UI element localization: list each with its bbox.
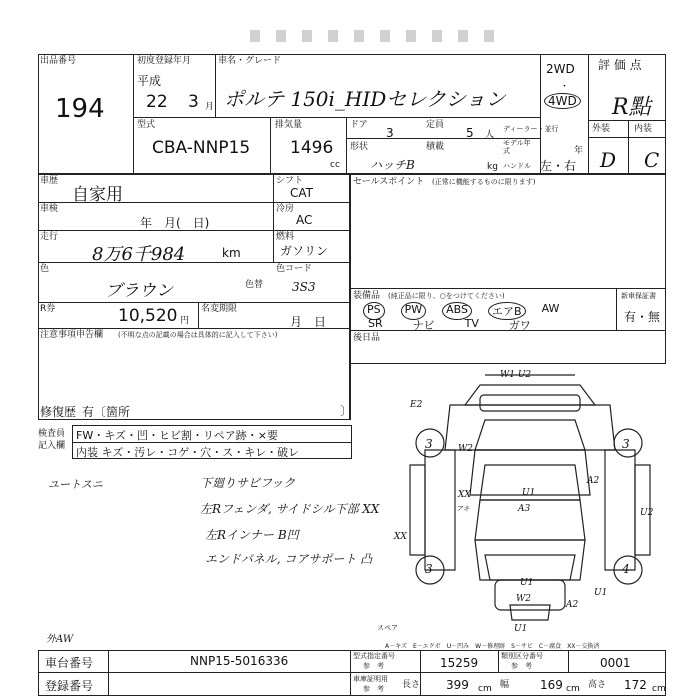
car-name-label: 車名・グレード (218, 56, 282, 66)
mark-8: アキ (456, 505, 470, 513)
inspector-row1: FW・キズ・凹・ヒビ割・リペア跡・×要 (76, 429, 278, 442)
ac: AC (296, 213, 313, 227)
sales-point-sub: (正常に機能するものに限ります) (432, 178, 536, 186)
exterior-grade: D (600, 148, 617, 172)
history-label: 車歴 (40, 176, 59, 186)
width-label: 幅 (500, 680, 510, 690)
type-no-label: 型式指定番号 (353, 652, 395, 660)
repair-value: 有〔箇所 (82, 405, 131, 419)
reg-month: 3 (188, 92, 199, 112)
equipment-row2 (368, 317, 608, 333)
info-grid (38, 174, 353, 420)
mark-7: XX (458, 490, 471, 500)
displacement: 1496 (290, 138, 334, 158)
equip-sr: SR (368, 317, 383, 330)
interior-grade: C (644, 148, 660, 172)
chassis: NNP15-5016336 (190, 654, 289, 668)
length: 399 (446, 678, 469, 692)
repair-label: 修復歴 (40, 405, 77, 419)
month-unit: 月 (205, 102, 215, 112)
lot-label: 出品番号 (40, 56, 77, 66)
mark-18: U1 (514, 624, 528, 634)
height-label: 高さ (588, 680, 607, 690)
transfer-value: 月 日 (290, 315, 327, 329)
inspector-label-2: 記入欄 (38, 441, 66, 451)
color-code: 3S3 (292, 280, 316, 294)
r-value: 10,520 (118, 306, 178, 326)
width: 169 (540, 678, 563, 692)
type-no: 15259 (440, 656, 479, 670)
notes-sub: (不明な点の記載の場合は具体的に記入して下さい) (118, 331, 278, 339)
length-label: 長さ (402, 680, 421, 690)
reg-year: 22 (146, 92, 168, 112)
equip-ps: PS (363, 302, 385, 320)
first-reg-label: 初度登録年月 (137, 56, 192, 66)
lot-number: 194 (55, 94, 105, 124)
fuel-label: 燃料 (276, 232, 295, 242)
color-code-label: 色コード (276, 264, 313, 274)
equip-navi: ナビ (412, 319, 435, 332)
ref-3: 参 考 (363, 685, 384, 693)
category-label: 類別区分番号 (501, 652, 543, 660)
year-unit: 年 (574, 146, 584, 156)
notes-label: 注意事項申告欄 (40, 330, 104, 340)
mark-17: U1 (594, 588, 608, 598)
era: 平成 (137, 74, 162, 88)
r-label: R券 (40, 304, 56, 314)
km-unit: km (222, 246, 241, 260)
hw-note-1: ユートスニ (48, 478, 103, 491)
drive-2wd: 2WD (546, 62, 575, 76)
shift-label: シフト (276, 176, 304, 186)
header-strip (250, 30, 510, 42)
capacity: 5 (466, 126, 474, 140)
door: 3 (386, 126, 394, 140)
model: CBA-NNP15 (152, 138, 251, 158)
mark-4: 3 (622, 437, 630, 451)
mark-13: W2 (516, 594, 531, 604)
mark-12: U1 (520, 578, 534, 588)
ref-2: 参 考 (511, 662, 532, 670)
load-label: 積載 (426, 142, 445, 152)
mark-6: A2 (587, 476, 600, 486)
category: 0001 (600, 656, 631, 670)
reg-label: 登録番号 (45, 679, 94, 693)
kg-unit: kg (487, 162, 498, 172)
mark-16: XX (394, 532, 407, 542)
right-panel (350, 174, 666, 364)
inspector-label-1: 検査員 (38, 429, 66, 439)
displacement-label: 排気量 (275, 120, 303, 130)
handle-value: 左・右 (540, 159, 577, 173)
ref-1: 参 考 (363, 662, 384, 670)
equip-pw: PW (401, 302, 427, 320)
hw-note-6: 外AW (46, 634, 74, 645)
shift: CAT (290, 186, 313, 200)
equip-gawa: ガワ (508, 319, 531, 332)
sales-point-label: セールスポイント (353, 177, 425, 187)
mark-15: 4 (622, 562, 630, 576)
spare-label: スペア (377, 624, 398, 632)
repair-close: 〕 (340, 404, 353, 418)
height: 172 (624, 678, 647, 692)
score: R點 (612, 95, 651, 120)
equip-tv: TV (464, 317, 479, 330)
mileage-label: 走行 (40, 232, 59, 242)
color-no-label: 色替 (245, 280, 264, 290)
mark-1: W1 U2 (500, 370, 532, 380)
exterior-label: 外装 (592, 124, 611, 134)
fuel: ガソリン (280, 244, 329, 258)
width-unit: cm (566, 684, 580, 694)
mark-14: 3 (425, 562, 433, 576)
mark-9: U1 (522, 488, 536, 498)
score-label: 評 価 点 (598, 58, 642, 72)
interior-label: 内装 (634, 124, 653, 134)
model-year-label: モデル年式 (503, 139, 531, 155)
inspector-row2: 内装 キズ・汚レ・コゲ・穴・ス・キレ・破レ (76, 446, 300, 459)
person-unit: 人 (485, 130, 495, 140)
transfer-label: 名変期限 (201, 304, 238, 314)
color-label: 色 (40, 264, 50, 274)
length-unit: cm (478, 684, 492, 694)
mark-3: 3 (425, 437, 433, 451)
warranty: 有・無 (624, 310, 661, 324)
equipment-label: 装備品 (353, 291, 381, 301)
equipment-sub: (純正品に限り、○をつけてください) (388, 292, 505, 300)
mileage: 8万6千984 (92, 244, 186, 265)
hw-note-4: 左Rインナー B凹 (205, 528, 299, 542)
drive-4wd: 4WD (544, 93, 581, 109)
equip-abs: ABS (442, 302, 472, 320)
ac-label: 冷房 (276, 204, 295, 214)
hw-note-2: 下廻りサビフック (200, 476, 296, 490)
hw-note-5: エンドパネル, コアサポート 凸 (205, 552, 373, 566)
inspection: 年 月( 日) (140, 216, 210, 230)
handle-label: ハンドル (503, 162, 531, 170)
car-name: ポルテ 150i_HIDセレクション (224, 87, 506, 111)
diagram-legend-1: A－キズ E－エクボ U－凹み W－修理跡 S－サビ C－腐食 XX－交換済 (385, 643, 600, 650)
color: ブラウン (105, 281, 173, 301)
hw-note-3: 左Rフェンダ, サイドシル下部 XX (200, 502, 380, 516)
door-label: ドア (350, 120, 368, 130)
mark-5: W2 (458, 444, 473, 454)
height-unit: cm (652, 684, 666, 694)
cc-unit: cc (330, 160, 340, 170)
equip-airbag: エアB (488, 302, 526, 320)
mark-2: E2 (410, 400, 423, 410)
capacity-label: 定員 (426, 120, 445, 130)
shape: ハッチB (370, 158, 415, 172)
dealer-label: ディーラー・並行 (503, 125, 559, 133)
model-label: 型式 (137, 120, 156, 130)
cert-label: 車庫証明用 (353, 675, 388, 683)
shape-label: 形状 (350, 142, 369, 152)
mark-10: A3 (518, 504, 531, 514)
inspection-label: 車検 (40, 204, 59, 214)
mark-11: U2 (640, 508, 654, 518)
warranty-label: 新車保証書 (621, 292, 656, 300)
rear-seat-label: 後日品 (353, 333, 381, 343)
chassis-label: 車台番号 (45, 656, 94, 670)
mark-19: A2 (566, 600, 579, 610)
equip-aw: AW (541, 302, 560, 315)
history: 自家用 (72, 185, 123, 205)
yen-unit: 円 (180, 316, 190, 326)
